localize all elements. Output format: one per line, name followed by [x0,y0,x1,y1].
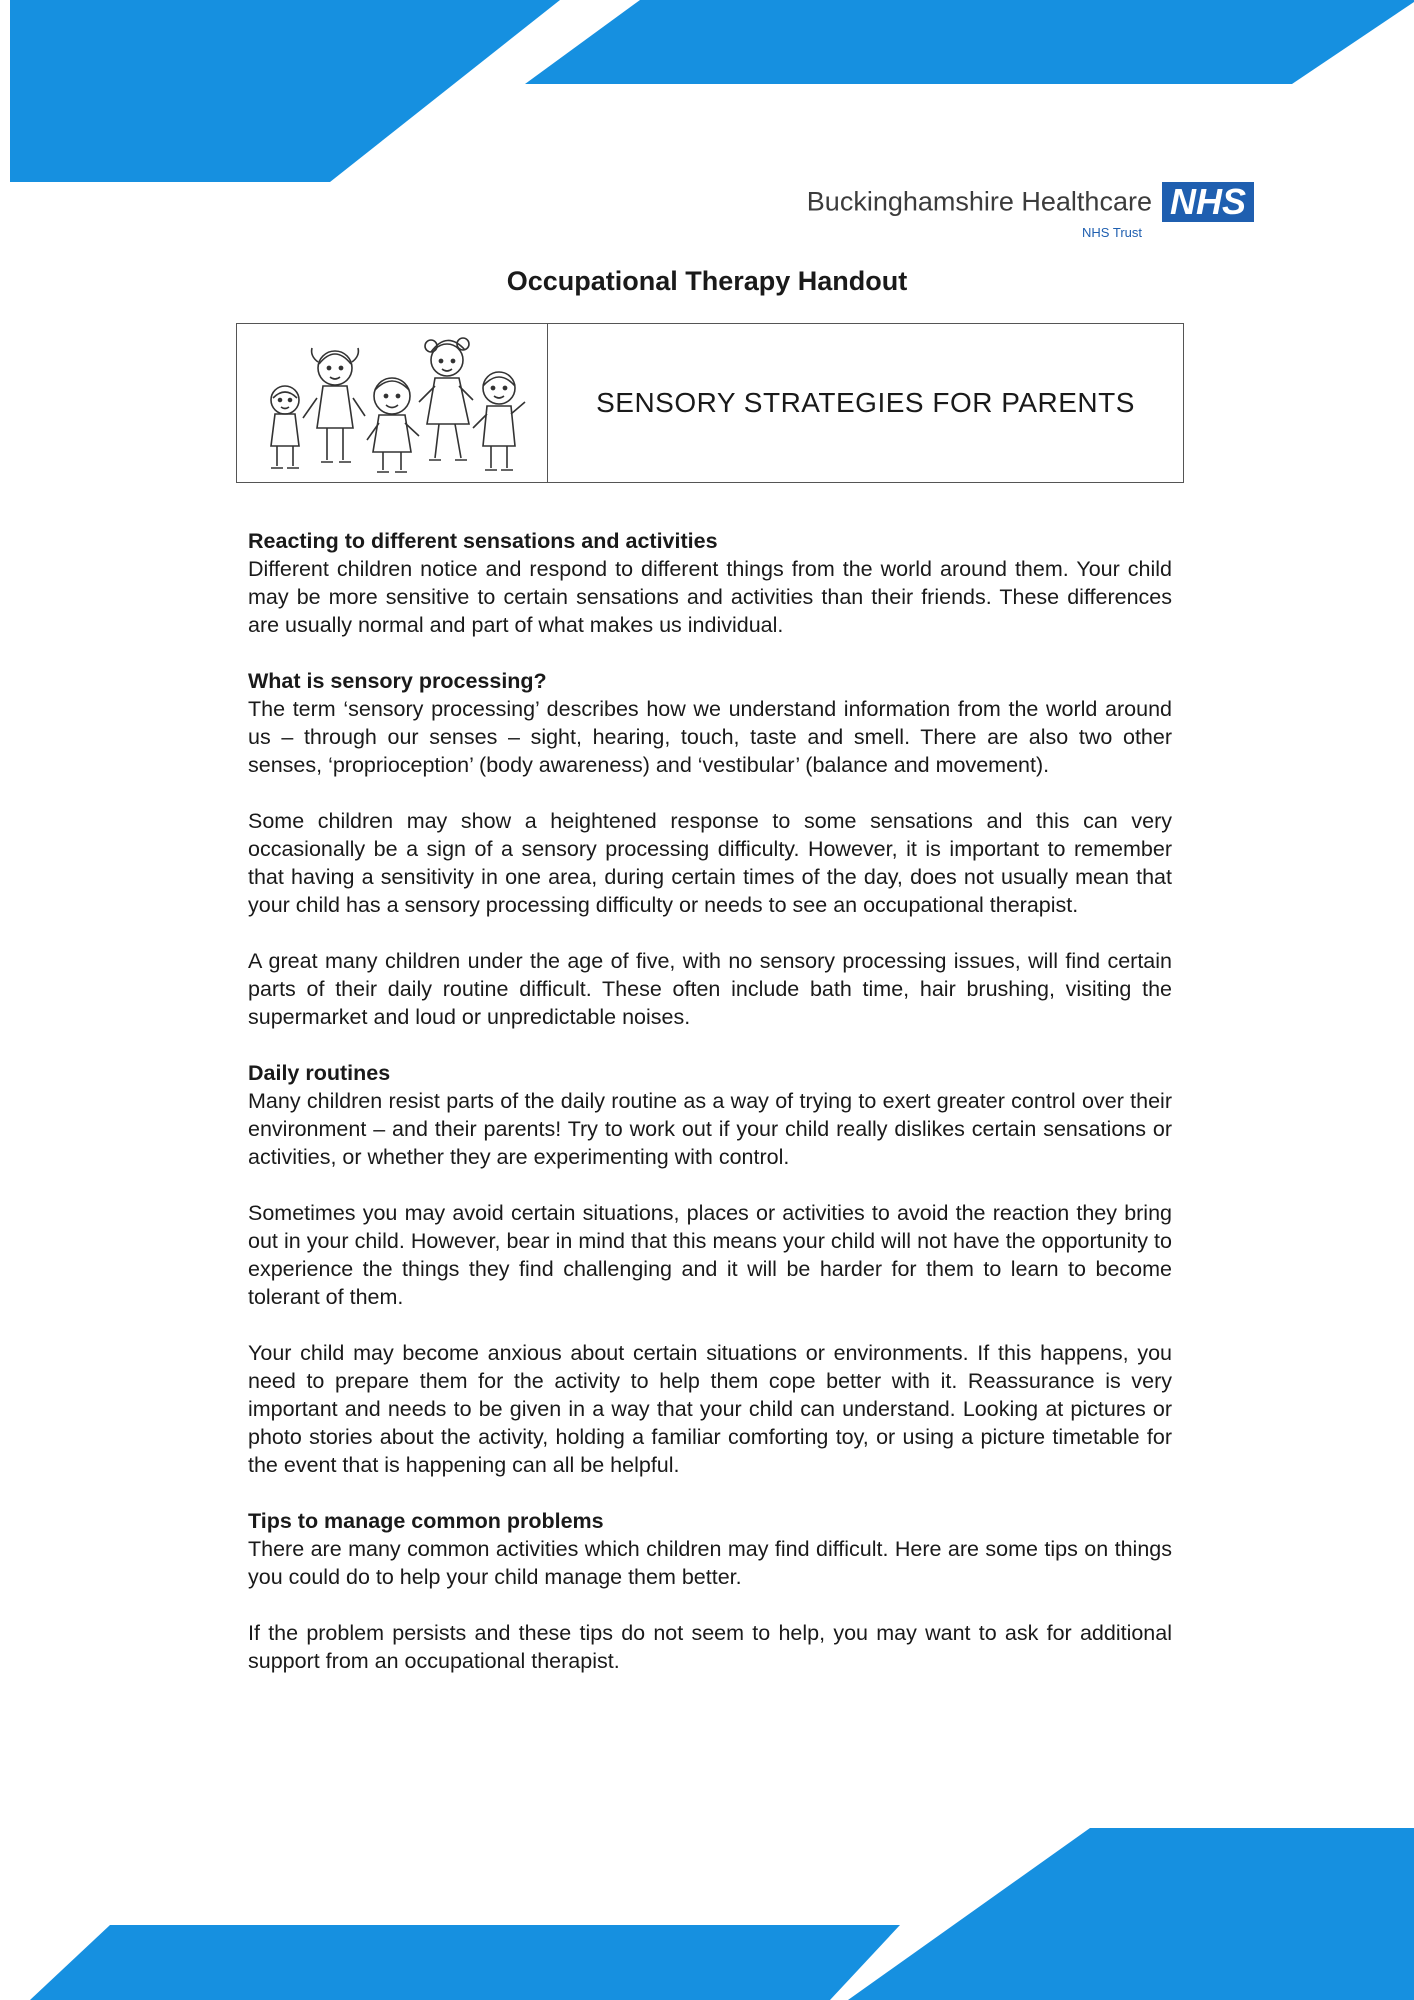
page-title: Occupational Therapy Handout [506,266,908,296]
paragraph: Your child may become anxious about certain situations or environments. If this happens, you need to prepare them for the activity to help them cope better with it. Reassurance is very important and needs to be given in a way that your child can understand. Looking at pictures or photo stories about the activity, holding a familiar comforting toy, or using a picture timetable for the event that is happening can all be helpful. [248,1341,1172,1477]
top-right-band [525,0,1414,84]
title-banner [236,323,1184,483]
section-sensory-processing [248,667,1172,1031]
banner-title: SENSORY STRATEGIES FOR PARENTS [596,387,1135,418]
child-2 [303,348,365,462]
paragraph: Some children may show a heightened response to some sensations and this can very occasionally be a sign of a sensory processing difficulty. However, it is important to remember that having a sensitivity in one area, during certain times of the day, does not usually mean that your child has a sensory processing difficulty or needs to see an occupational therapist. [248,809,1172,917]
org-subtitle: NHS Trust [1082,225,1142,240]
org-header [807,182,1254,240]
children-illustration [237,324,548,482]
document-body [248,527,1172,1703]
child-1 [271,386,299,468]
bottom-right-band [848,1828,1414,2000]
section-heading: Daily routines [248,1061,391,1085]
section-daily-routines [248,1059,1172,1479]
section-tips [248,1507,1172,1675]
section-heading: Tips to manage common problems [248,1509,604,1533]
org-name: Buckinghamshire Healthcare [806,186,1152,217]
section-reacting [248,527,1172,639]
child-5 [473,372,525,470]
nhs-logo: NHS [1162,182,1254,222]
children-drawing-icon [247,328,537,478]
paragraph: If the problem persists and these tips do not seem to help, you may want to ask for additional support from an occupational therapist. [248,1621,1172,1673]
top-left-band [10,0,560,182]
section-heading: What is sensory processing? [248,669,547,693]
paragraph: There are many common activities which children may find difficult. Here are some tips on things you could do to help your child manage them better. [248,1537,1172,1589]
child-4 [419,338,473,460]
paragraph: Different children notice and respond to different things from the world around them. Your child may be more sensitive to certain sensations and activities than their friends. These differences are usually normal and part of what makes us individual. [248,557,1172,637]
paragraph: Sometimes you may avoid certain situations, places or activities to avoid the reaction they bring out in your child. However, bear in mind that this means your child will not have the opportunity to experience the things they find challenging and it will be harder for them to learn to become tolerant of them. [248,1201,1172,1309]
section-heading: Reacting to different sensations and activities [248,529,718,553]
paragraph: The term ‘sensory processing’ describes how we understand information from the world around us – through our senses – sight, hearing, touch, taste and smell. There are also two other senses, ‘proprioception’ (body awareness) and ‘vestibular’ (balance and movement). [248,697,1172,777]
paragraph: Many children resist parts of the daily routine as a way of trying to exert greater control over their environment – and their parents! Try to work out if your child really dislikes certain sensations or activities, or whether they are experimenting with control. [248,1089,1172,1169]
child-3 [367,378,419,472]
bottom-left-band [30,1925,900,2000]
paragraph: A great many children under the age of five, with no sensory processing issues, will find certain parts of their daily routine difficult. These often include bath time, hair brushing, visiting the supermarket and loud or unpredictable noises. [248,949,1172,1029]
